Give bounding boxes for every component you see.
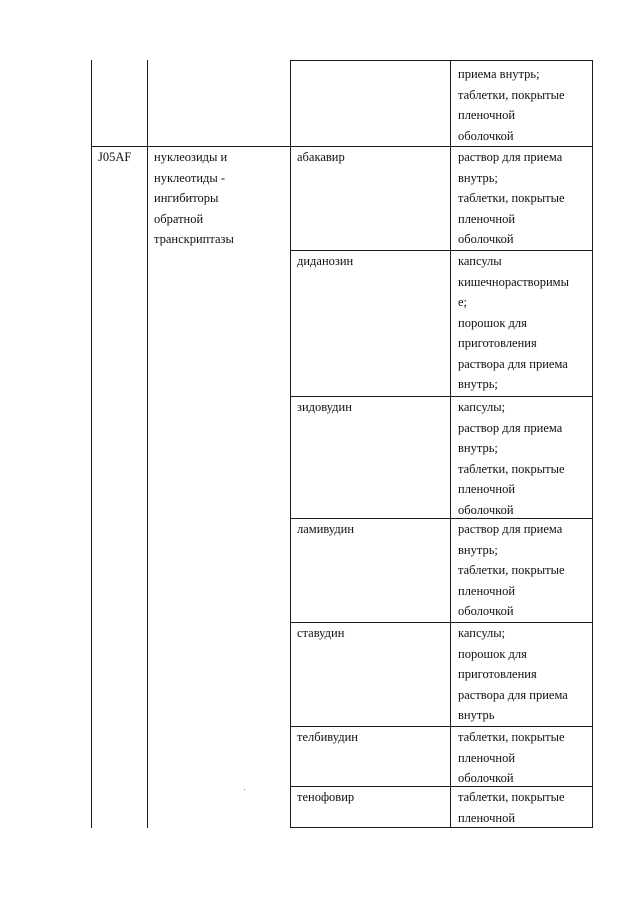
dosage-form-cell: таблетки, покрытые пленочной оболочкой — [458, 730, 565, 785]
dosage-form-cell: раствор для приема внутрь; таблетки, покрытые пленочной оболочкой — [458, 522, 565, 618]
dosage-form-cell: раствор для приема внутрь; таблетки, покрытые пленочной оболочкой — [458, 150, 565, 246]
drug-name-cell: тенофовир — [297, 790, 355, 804]
dosage-form-cell: капсулы кишечнорастворимы е; порошок для приготовления раствора для приема внутрь; — [458, 254, 569, 391]
drug-name-cell: телбивудин — [297, 730, 358, 744]
dosage-form-cell: приема внутрь; таблетки, покрытые пленочной оболочкой — [458, 67, 565, 143]
scan-artifact — [244, 789, 245, 790]
table-top-border — [290, 60, 593, 61]
table-divider-drug — [450, 60, 451, 828]
table-border-left — [91, 60, 92, 828]
drug-name-cell: ламивудин — [297, 522, 355, 536]
atc-code-cell: J05AF — [98, 150, 132, 164]
table-divider-group — [290, 60, 291, 828]
table-border-right — [592, 60, 593, 828]
table-divider-code — [147, 60, 148, 828]
dosage-form-cell: капсулы; раствор для приема внутрь; таблетки, покрытые пленочной оболочкой — [458, 400, 565, 517]
drug-name-cell: зидовудин — [297, 400, 352, 414]
dosage-form-cell: таблетки, покрытые пленочной — [458, 790, 565, 825]
drug-name-cell: абакавир — [297, 150, 345, 164]
group-name-cell: нуклеозиды и нуклеотиды - ингибиторы обратной транскриптазы — [154, 150, 234, 246]
drug-name-cell: ставудин — [297, 626, 345, 640]
dosage-form-cell: капсулы; порошок для приготовления раствора для приема внутрь — [458, 626, 568, 722]
drug-name-cell: диданозин — [297, 254, 354, 268]
